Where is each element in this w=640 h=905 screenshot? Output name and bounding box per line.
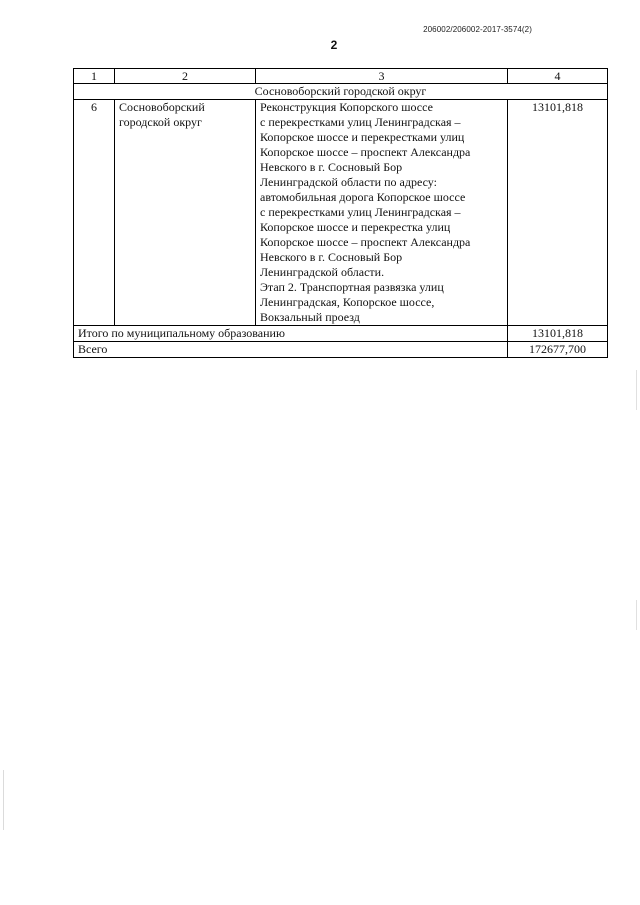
subtotal-label: Итого по муниципальному образованию: [74, 326, 508, 342]
municipality-line: Сосновоборский: [119, 100, 205, 114]
description-line: с перекрестками улиц Ленинградская –: [260, 205, 461, 219]
funding-table: [73, 68, 608, 358]
header-col-4: 4: [508, 69, 608, 84]
amount-cell: 13101,818: [508, 100, 608, 326]
description-cell: [256, 100, 508, 326]
scan-artifact: [636, 600, 637, 630]
description-line: Невского в г. Сосновый Бор: [260, 160, 403, 174]
table-header-row: [74, 69, 608, 84]
document-id: 206002/206002-2017-3574(2): [423, 25, 532, 34]
total-value: 172677,700: [508, 342, 608, 358]
description-line: Реконструкция Копорского шоссе: [260, 100, 433, 114]
description-line: Невского в г. Сосновый Бор: [260, 250, 403, 264]
section-title: Сосновоборский городской округ: [74, 84, 608, 100]
page-number: 2: [330, 38, 338, 52]
description-line: Этап 2. Транспортная развязка улиц: [260, 280, 444, 294]
municipality-cell: [115, 100, 256, 326]
total-row: [74, 342, 608, 358]
description-line: Ленинградской области.: [260, 265, 385, 279]
header-col-1: 1: [74, 69, 115, 84]
total-label: Всего: [74, 342, 508, 358]
scan-artifact: [3, 770, 4, 830]
row-number: 6: [74, 100, 115, 326]
section-row: [74, 84, 608, 100]
description-line: автомобильная дорога Копорское шоссе: [260, 190, 466, 204]
table-row: [74, 100, 608, 326]
header-col-2: 2: [115, 69, 256, 84]
description-line: Вокзальный проезд: [260, 310, 360, 324]
description-line: Ленинградской области по адресу:: [260, 175, 437, 189]
description-line: Копорское шоссе и перекрестками улиц: [260, 130, 465, 144]
description-line: Копорское шоссе и перекрестка улиц: [260, 220, 451, 234]
subtotal-value: 13101,818: [508, 326, 608, 342]
description-line: Копорское шоссе – проспект Александра: [260, 235, 471, 249]
description-line: Ленинградская, Копорское шоссе,: [260, 295, 435, 309]
scan-artifact: [636, 370, 637, 410]
description-line: с перекрестками улиц Ленинградская –: [260, 115, 461, 129]
description-line: Копорское шоссе – проспект Александра: [260, 145, 471, 159]
header-col-3: 3: [256, 69, 508, 84]
municipality-line: городской округ: [119, 115, 202, 129]
subtotal-row: [74, 326, 608, 342]
